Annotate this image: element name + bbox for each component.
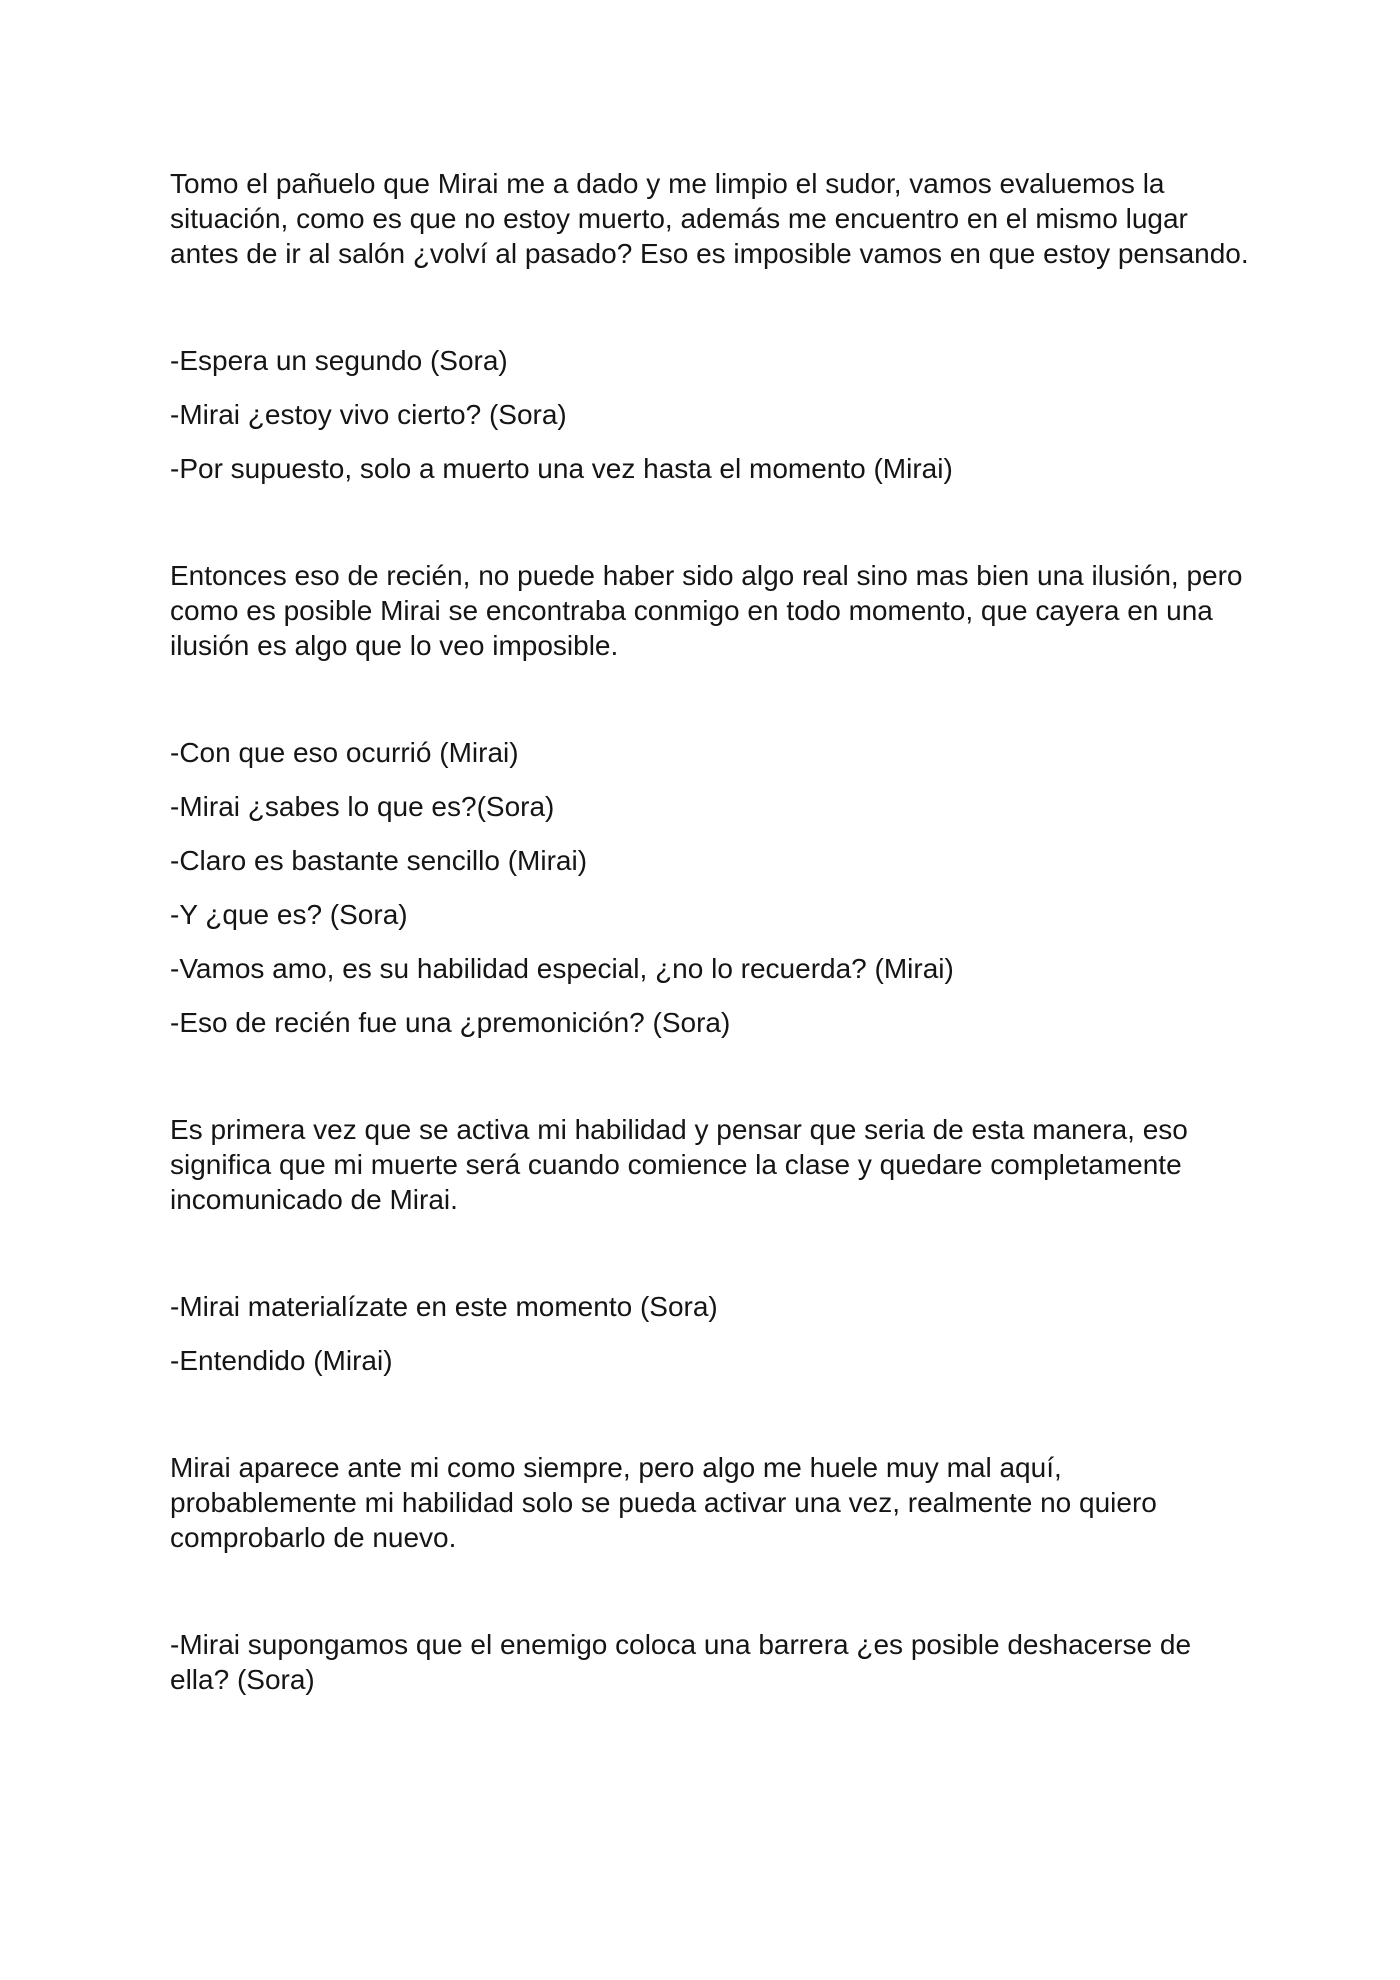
dialogue-line: -Mirai ¿sabes lo que es?(Sora) — [170, 791, 555, 822]
dialogue-group — [170, 1289, 1250, 1378]
paragraph-spacer — [170, 1059, 1250, 1112]
narration-paragraph: Es primera vez que se activa mi habilidad y pensar que seria de esta manera, eso significa que mi muerte será cuando comience la clase y quedare completamente incomunicado de Mirai. — [170, 1114, 1188, 1215]
paragraph-spacer — [170, 663, 1250, 735]
narration-paragraph: Tomo el pañuelo que Mirai me a dado y me limpio el sudor, vamos evaluemos la situación, como es que no estoy muerto, además me encuentro en el mismo lugar antes de ir al salón ¿volví al pasado? Eso es imposible vamos en que estoy pensando. — [170, 168, 1249, 269]
narration-paragraph: Mirai aparece ante mi como siempre, pero algo me huele muy mal aquí, probablemente mi habilidad solo se pueda activar una vez, realmente no quiero comprobarlo de nuevo. — [170, 1452, 1157, 1553]
dialogue-line: -Eso de recién fue una ¿premonición? (Sora) — [170, 1007, 731, 1038]
dialogue-group — [170, 735, 1250, 1040]
dialogue-line: -Por supuesto, solo a muerto una vez hasta el momento (Mirai) — [170, 453, 953, 484]
dialogue-group — [170, 343, 1250, 486]
paragraph-spacer — [170, 1397, 1250, 1450]
paragraph-spacer — [170, 1217, 1250, 1289]
dialogue-line: -Y ¿que es? (Sora) — [170, 899, 408, 930]
paragraph-spacer — [170, 505, 1250, 558]
dialogue-line: -Entendido (Mirai) — [170, 1345, 393, 1376]
dialogue-line: -Con que eso ocurrió (Mirai) — [170, 737, 519, 768]
dialogue-line: -Vamos amo, es su habilidad especial, ¿no lo recuerda? (Mirai) — [170, 953, 954, 984]
dialogue-line: -Mirai ¿estoy vivo cierto? (Sora) — [170, 399, 567, 430]
dialogue-line: -Espera un segundo (Sora) — [170, 345, 508, 376]
dialogue-line: -Mirai materialízate en este momento (Sora) — [170, 1291, 718, 1322]
dialogue-line: -Mirai supongamos que el enemigo coloca una barrera ¿es posible deshacerse de ella? (Sora) — [170, 1629, 1192, 1695]
document-page — [170, 166, 1250, 1716]
narration-paragraph: Entonces eso de recién, no puede haber sido algo real sino mas bien una ilusión, pero como es posible Mirai se encontraba conmigo en todo momento, que cayera en una ilusión es algo que lo veo imposible. — [170, 560, 1243, 661]
dialogue-line: -Claro es bastante sencillo (Mirai) — [170, 845, 588, 876]
paragraph-spacer — [170, 1555, 1250, 1627]
dialogue-group — [170, 1627, 1250, 1697]
paragraph-spacer — [170, 271, 1250, 343]
